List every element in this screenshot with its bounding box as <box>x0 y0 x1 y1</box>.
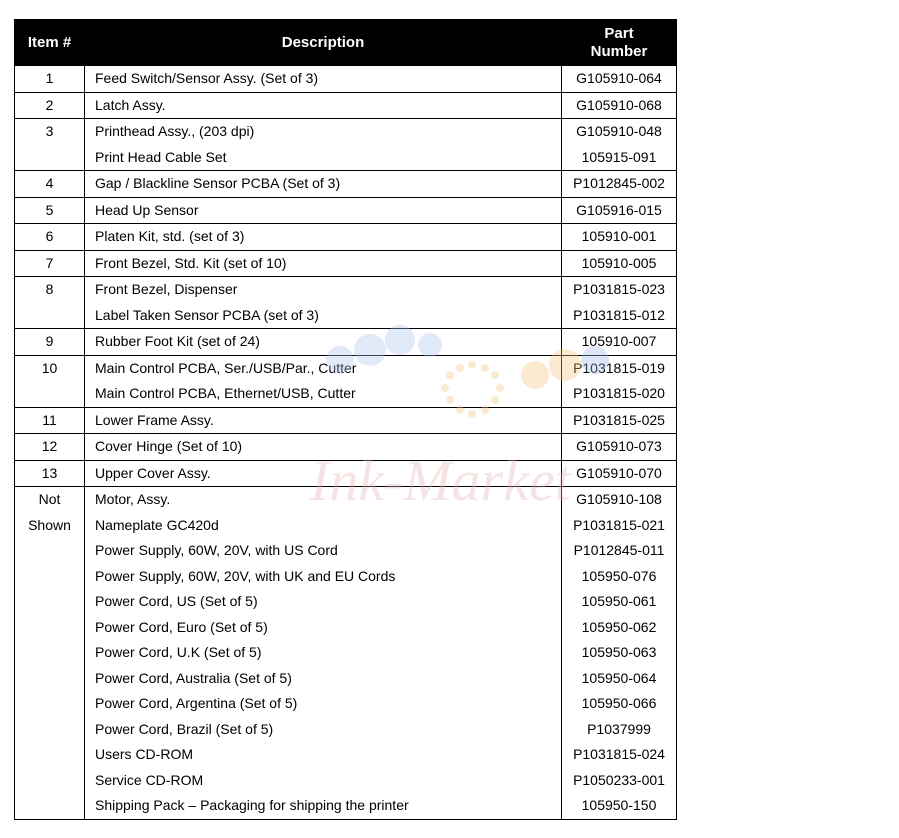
description-cell: Rubber Foot Kit (set of 24) <box>85 329 562 356</box>
item-number-cell <box>15 615 85 641</box>
item-number-cell <box>15 381 85 407</box>
part-number-cell: P1031815-012 <box>562 303 677 329</box>
table-row <box>15 171 677 198</box>
description-cell: Power Cord, US (Set of 5) <box>85 589 562 615</box>
table-row <box>15 615 677 641</box>
description-cell: Head Up Sensor <box>85 197 562 224</box>
part-number-cell: G105910-073 <box>562 434 677 461</box>
item-number-cell <box>15 589 85 615</box>
description-cell: Power Supply, 60W, 20V, with US Cord <box>85 538 562 564</box>
part-number-cell: G105910-068 <box>562 92 677 119</box>
table-row <box>15 355 677 381</box>
table-row <box>15 513 677 539</box>
description-cell: Latch Assy. <box>85 92 562 119</box>
description-cell: Service CD-ROM <box>85 768 562 794</box>
description-cell: Power Cord, Australia (Set of 5) <box>85 666 562 692</box>
item-number-cell: 4 <box>15 171 85 198</box>
part-number-cell: 105950-064 <box>562 666 677 692</box>
header-part-number: Part Number <box>562 20 677 66</box>
item-number-cell: 2 <box>15 92 85 119</box>
item-number-cell: 6 <box>15 224 85 251</box>
description-cell: Power Cord, U.K (Set of 5) <box>85 640 562 666</box>
table-row <box>15 564 677 590</box>
table-row <box>15 303 677 329</box>
table-row <box>15 197 677 224</box>
part-number-cell: 105950-150 <box>562 793 677 819</box>
header-description: Description <box>85 20 562 66</box>
description-cell: Power Cord, Euro (Set of 5) <box>85 615 562 641</box>
part-number-cell: P1031815-019 <box>562 355 677 381</box>
description-cell: Platen Kit, std. (set of 3) <box>85 224 562 251</box>
item-number-cell: 8 <box>15 277 85 303</box>
item-number-cell <box>15 640 85 666</box>
item-number-cell: 10 <box>15 355 85 381</box>
description-cell: Gap / Blackline Sensor PCBA (Set of 3) <box>85 171 562 198</box>
part-number-cell: P1031815-020 <box>562 381 677 407</box>
part-number-cell: G105910-070 <box>562 460 677 487</box>
part-number-cell: 105950-062 <box>562 615 677 641</box>
table-body <box>15 66 677 820</box>
item-number-cell <box>15 717 85 743</box>
part-number-cell: P1031815-021 <box>562 513 677 539</box>
description-cell: Motor, Assy. <box>85 487 562 513</box>
table-row <box>15 742 677 768</box>
part-number-cell: 105950-066 <box>562 691 677 717</box>
part-number-cell: P1012845-002 <box>562 171 677 198</box>
table-row <box>15 589 677 615</box>
table-row <box>15 793 677 819</box>
table-row <box>15 224 677 251</box>
table-header <box>15 20 677 66</box>
table-row <box>15 381 677 407</box>
item-number-cell <box>15 145 85 171</box>
part-number-cell: 105910-005 <box>562 250 677 277</box>
description-cell: Print Head Cable Set <box>85 145 562 171</box>
table-row <box>15 66 677 93</box>
parts-table <box>14 19 677 820</box>
part-number-cell: 105910-007 <box>562 329 677 356</box>
item-number-cell: 3 <box>15 119 85 145</box>
part-number-cell: G105910-064 <box>562 66 677 93</box>
description-cell: Printhead Assy., (203 dpi) <box>85 119 562 145</box>
item-number-cell: 1 <box>15 66 85 93</box>
part-number-cell: 105910-001 <box>562 224 677 251</box>
description-cell: Shipping Pack – Packaging for shipping the printer <box>85 793 562 819</box>
description-cell: Feed Switch/Sensor Assy. (Set of 3) <box>85 66 562 93</box>
description-cell: Front Bezel, Dispenser <box>85 277 562 303</box>
description-cell: Lower Frame Assy. <box>85 407 562 434</box>
part-number-cell: P1031815-024 <box>562 742 677 768</box>
table-row <box>15 119 677 145</box>
table-row <box>15 250 677 277</box>
item-number-cell <box>15 742 85 768</box>
table-row <box>15 329 677 356</box>
table-row <box>15 538 677 564</box>
item-number-cell: Shown <box>15 513 85 539</box>
description-cell: Power Supply, 60W, 20V, with UK and EU Cords <box>85 564 562 590</box>
item-number-cell: Not <box>15 487 85 513</box>
table-row <box>15 717 677 743</box>
description-cell: Main Control PCBA, Ser./USB/Par., Cutter <box>85 355 562 381</box>
table-row <box>15 640 677 666</box>
part-number-cell: P1031815-023 <box>562 277 677 303</box>
part-number-cell: 105915-091 <box>562 145 677 171</box>
table-row <box>15 666 677 692</box>
part-number-cell: P1050233-001 <box>562 768 677 794</box>
table-row <box>15 768 677 794</box>
watermark-text: Ink-Market <box>310 448 571 513</box>
table-row <box>15 434 677 461</box>
description-cell: Front Bezel, Std. Kit (set of 10) <box>85 250 562 277</box>
item-number-cell: 13 <box>15 460 85 487</box>
part-number-cell: G105910-108 <box>562 487 677 513</box>
part-number-cell: P1037999 <box>562 717 677 743</box>
item-number-cell <box>15 303 85 329</box>
item-number-cell <box>15 793 85 819</box>
description-cell: Upper Cover Assy. <box>85 460 562 487</box>
item-number-cell <box>15 768 85 794</box>
part-number-cell: 105950-061 <box>562 589 677 615</box>
item-number-cell: 9 <box>15 329 85 356</box>
description-cell: Power Cord, Argentina (Set of 5) <box>85 691 562 717</box>
description-cell: Power Cord, Brazil (Set of 5) <box>85 717 562 743</box>
part-number-cell: P1012845-011 <box>562 538 677 564</box>
table-row <box>15 145 677 171</box>
item-number-cell: 5 <box>15 197 85 224</box>
table-row <box>15 460 677 487</box>
description-cell: Main Control PCBA, Ethernet/USB, Cutter <box>85 381 562 407</box>
item-number-cell <box>15 666 85 692</box>
table-row <box>15 92 677 119</box>
description-cell: Label Taken Sensor PCBA (set of 3) <box>85 303 562 329</box>
item-number-cell <box>15 691 85 717</box>
item-number-cell <box>15 538 85 564</box>
table-row <box>15 691 677 717</box>
description-cell: Users CD-ROM <box>85 742 562 768</box>
description-cell: Nameplate GC420d <box>85 513 562 539</box>
part-number-cell: G105916-015 <box>562 197 677 224</box>
item-number-cell: 12 <box>15 434 85 461</box>
part-number-cell: G105910-048 <box>562 119 677 145</box>
part-number-cell: 105950-076 <box>562 564 677 590</box>
table-row <box>15 407 677 434</box>
part-number-cell: P1031815-025 <box>562 407 677 434</box>
table-row <box>15 487 677 513</box>
table-row <box>15 277 677 303</box>
item-number-cell <box>15 564 85 590</box>
item-number-cell: 7 <box>15 250 85 277</box>
part-number-cell: 105950-063 <box>562 640 677 666</box>
header-item-number: Item # <box>15 20 85 66</box>
item-number-cell: 11 <box>15 407 85 434</box>
description-cell: Cover Hinge (Set of 10) <box>85 434 562 461</box>
